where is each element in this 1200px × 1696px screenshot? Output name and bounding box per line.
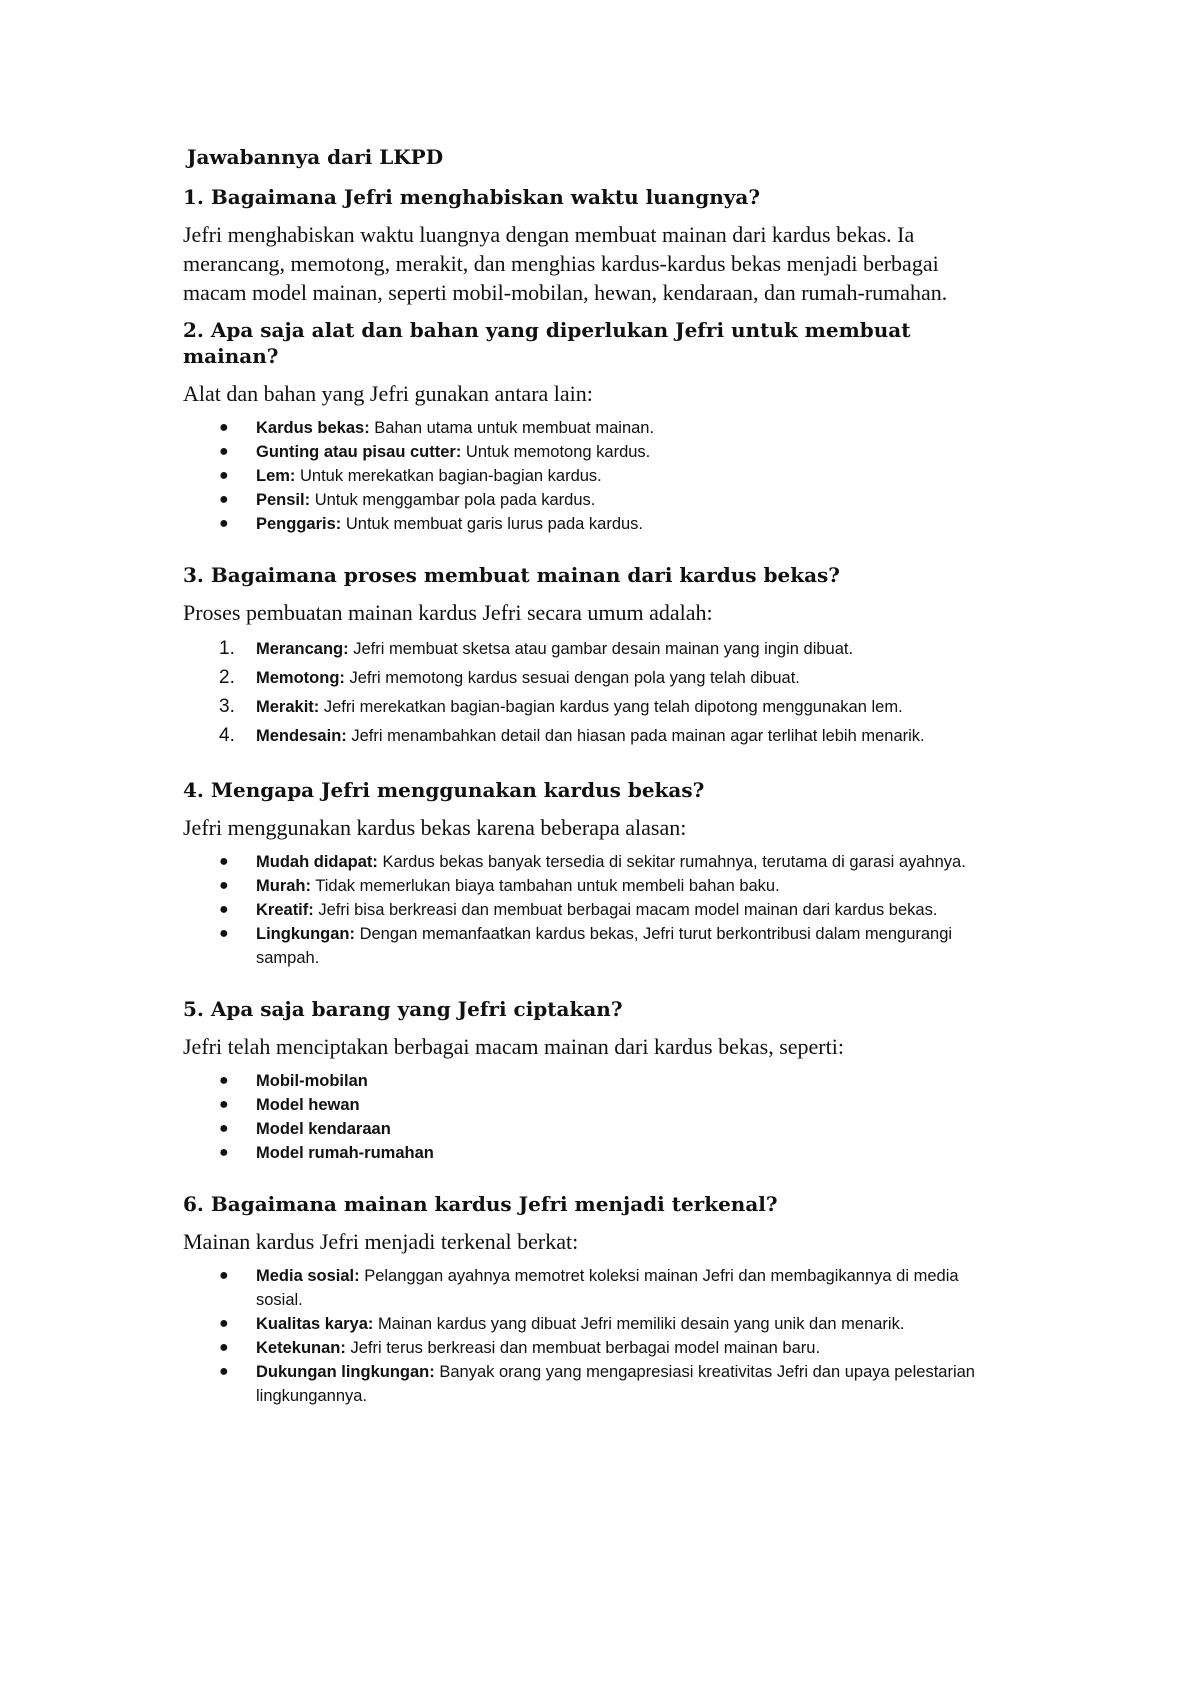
list-item	[183, 898, 1003, 922]
item-term: Memotong:	[256, 669, 345, 687]
bullet-icon: ●	[219, 925, 229, 942]
question-3-list	[183, 635, 1003, 750]
list-item	[183, 440, 1003, 464]
item-desc: Banyak orang yang mengapresiasi kreativitas Jefri dan upaya pelestarian lingkungannya.	[256, 1363, 975, 1405]
document-page	[183, 144, 1003, 1408]
item-term: Merancang:	[256, 640, 349, 658]
list-item	[183, 1312, 1003, 1336]
question-2-heading: 2. Apa saja alat dan bahan yang diperlukan Jefri untuk membuat mainan?	[183, 318, 911, 368]
list-item	[183, 1360, 1003, 1408]
list-item	[183, 464, 1003, 488]
bullet-icon: ●	[219, 1363, 229, 1380]
question-4-heading: 4. Mengapa Jefri menggunakan kardus bekas?	[183, 778, 705, 802]
bullet-icon: ●	[219, 1339, 229, 1356]
question-3-intro: Proses pembuatan mainan kardus Jefri secara umum adalah:	[183, 600, 713, 625]
list-item	[183, 850, 1003, 874]
bullet-icon: ●	[219, 1096, 229, 1113]
bullet-icon: ●	[219, 491, 229, 508]
item-term: Murah:	[256, 877, 311, 895]
item-desc: Jefri merekatkan bagian-bagian kardus yang telah dipotong menggunakan lem.	[319, 698, 903, 716]
question-1-heading: 1. Bagaimana Jefri menghabiskan waktu luangnya?	[183, 185, 761, 209]
item-desc: Jefri terus berkreasi dan membuat berbagai model mainan baru.	[345, 1339, 821, 1357]
bullet-icon: ●	[219, 467, 229, 484]
list-item	[183, 635, 1003, 663]
bullet-icon: ●	[219, 1144, 229, 1161]
item-desc: Untuk memotong kardus.	[461, 443, 651, 461]
bullet-icon: ●	[219, 515, 229, 532]
item-term: Model hewan	[256, 1096, 360, 1114]
item-term: Penggaris:	[256, 515, 342, 533]
item-number: 3.	[219, 696, 235, 717]
item-term: Gunting atau pisau cutter:	[256, 443, 462, 461]
item-term: Ketekunan:	[256, 1339, 346, 1357]
bullet-icon: ●	[219, 877, 229, 894]
item-term: Model kendaraan	[256, 1120, 391, 1138]
bullet-icon: ●	[219, 1120, 229, 1137]
item-term: Kreatif:	[256, 901, 314, 919]
bullet-icon: ●	[219, 419, 229, 436]
bullet-icon: ●	[219, 1315, 229, 1332]
item-desc: Bahan utama untuk membuat mainan.	[369, 419, 655, 437]
item-term: Mudah didapat:	[256, 853, 378, 871]
item-term: Lem:	[256, 467, 296, 485]
list-item	[183, 488, 1003, 512]
item-number: 4.	[219, 725, 235, 746]
bullet-icon: ●	[219, 1267, 229, 1284]
question-6-intro: Mainan kardus Jefri menjadi terkenal berkat:	[183, 1229, 579, 1254]
question-4-list	[183, 850, 1003, 970]
question-4-intro: Jefri menggunakan kardus bekas karena beberapa alasan:	[183, 815, 687, 840]
item-term: Merakit:	[256, 698, 320, 716]
item-term: Kualitas karya:	[256, 1315, 374, 1333]
item-term: Media sosial:	[256, 1267, 360, 1285]
list-item	[183, 664, 1003, 692]
document-title: Jawabannya dari LKPD	[187, 145, 444, 169]
item-number: 1.	[219, 638, 235, 659]
item-term: Mobil-mobilan	[256, 1072, 368, 1090]
list-item	[183, 874, 1003, 898]
question-2-list	[183, 416, 1003, 536]
item-desc: Untuk merekatkan bagian-bagian kardus.	[295, 467, 602, 485]
question-2-intro: Alat dan bahan yang Jefri gunakan antara lain:	[183, 381, 593, 406]
question-5-list	[183, 1069, 1003, 1165]
bullet-icon: ●	[219, 1072, 229, 1089]
list-item	[183, 1069, 1003, 1093]
bullet-icon: ●	[219, 443, 229, 460]
list-item	[183, 1141, 1003, 1165]
list-item	[183, 693, 1003, 721]
item-term: Kardus bekas:	[256, 419, 370, 437]
item-term: Dukungan lingkungan:	[256, 1363, 435, 1381]
item-desc: Untuk menggambar pola pada kardus.	[310, 491, 596, 509]
bullet-icon: ●	[219, 853, 229, 870]
list-item	[183, 416, 1003, 440]
item-desc: Jefri memotong kardus sesuai dengan pola yang telah dibuat.	[344, 669, 800, 687]
item-term: Mendesain:	[256, 727, 347, 745]
question-6-heading: 6. Bagaimana mainan kardus Jefri menjadi terkenal?	[183, 1192, 778, 1216]
item-desc: Mainan kardus yang dibuat Jefri memiliki desain yang unik dan menarik.	[373, 1315, 905, 1333]
item-desc: Tidak memerlukan biaya tambahan untuk membeli bahan baku.	[311, 877, 780, 895]
question-6-list	[183, 1264, 1003, 1408]
item-term: Model rumah-rumahan	[256, 1144, 434, 1162]
question-5-heading: 5. Apa saja barang yang Jefri ciptakan?	[183, 997, 623, 1021]
list-item	[183, 1264, 1003, 1312]
item-desc: Untuk membuat garis lurus pada kardus.	[341, 515, 644, 533]
item-desc: Pelanggan ayahnya memotret koleksi mainan Jefri dan membagikannya di media sosial.	[256, 1267, 959, 1309]
bullet-icon: ●	[219, 901, 229, 918]
list-item	[183, 722, 1003, 750]
question-1-answer: Jefri menghabiskan waktu luangnya dengan membuat mainan dari kardus bekas. Ia merancang, memotong, merakit, dan menghias kardus-kardus bekas menjadi berbagai macam model mainan, seperti mobil-mobilan, hewan, kendaraan, dan rumah-rumahan.	[183, 222, 948, 305]
question-3-heading: 3. Bagaimana proses membuat mainan dari kardus bekas?	[183, 563, 841, 587]
list-item	[183, 512, 1003, 536]
item-desc: Kardus bekas banyak tersedia di sekitar rumahnya, terutama di garasi ayahnya.	[377, 853, 966, 871]
item-desc: Dengan memanfaatkan kardus bekas, Jefri turut berkontribusi dalam mengurangi sampah.	[256, 925, 953, 967]
item-number: 2.	[219, 667, 235, 688]
list-item	[183, 922, 1003, 970]
item-desc: Jefri membuat sketsa atau gambar desain mainan yang ingin dibuat.	[348, 640, 854, 658]
item-term: Pensil:	[256, 491, 311, 509]
list-item	[183, 1336, 1003, 1360]
item-term: Lingkungan:	[256, 925, 355, 943]
item-desc: Jefri bisa berkreasi dan membuat berbagai macam model mainan dari kardus bekas.	[313, 901, 938, 919]
list-item	[183, 1093, 1003, 1117]
item-desc: Jefri menambahkan detail dan hiasan pada mainan agar terlihat lebih menarik.	[346, 727, 925, 745]
list-item	[183, 1117, 1003, 1141]
question-5-intro: Jefri telah menciptakan berbagai macam mainan dari kardus bekas, seperti:	[183, 1034, 844, 1059]
